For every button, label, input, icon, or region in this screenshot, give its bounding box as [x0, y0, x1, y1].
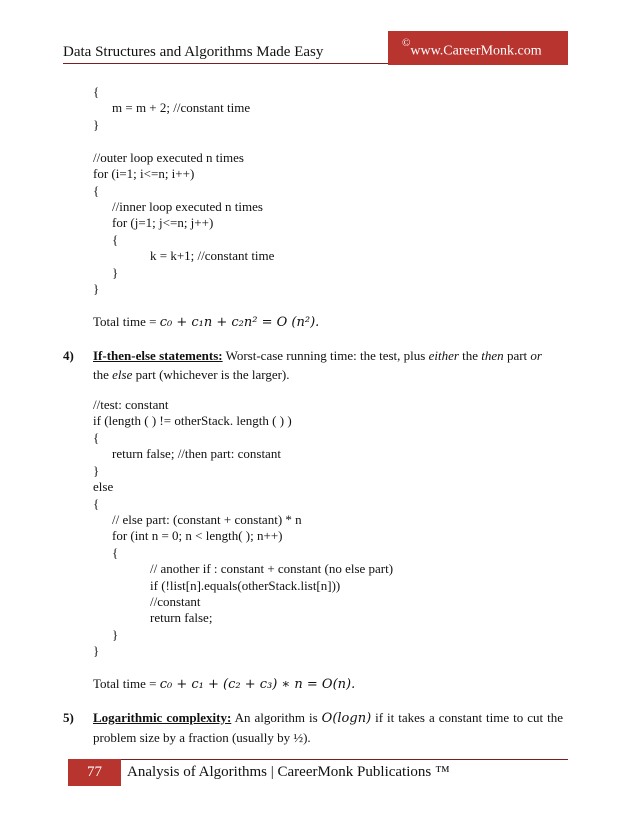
- footer-rule: [121, 759, 568, 760]
- emphasis: then: [481, 348, 504, 363]
- code-line: {: [93, 183, 100, 198]
- emphasis: or: [530, 348, 542, 363]
- code-line: //test: constant: [93, 397, 169, 412]
- code-line: {: [93, 430, 100, 445]
- code-line: // another if : constant + constant (no else part): [150, 561, 394, 576]
- code-line: for (j=1; j<=n; j++): [112, 215, 214, 230]
- total-time-label: Total time =: [93, 314, 160, 329]
- header-rule: [63, 63, 388, 64]
- item-heading: Logarithmic complexity:: [93, 710, 232, 725]
- code-line: return false; //then part: constant: [112, 446, 281, 461]
- code-line: k = k+1; //constant time: [150, 248, 275, 263]
- code-line: // else part: (constant + constant) * n: [112, 512, 302, 527]
- site-badge: [388, 31, 568, 65]
- emphasis: either: [428, 348, 459, 363]
- code-line: }: [93, 117, 100, 132]
- code-line: for (int n = 0; n < length( ); n++): [112, 528, 283, 543]
- book-title: Data Structures and Algorithms Made Easy: [63, 44, 324, 60]
- item-text: part: [503, 348, 531, 363]
- total-time-2: [93, 676, 355, 693]
- code-line: {: [112, 545, 119, 560]
- copyright-symbol: ©: [402, 37, 411, 49]
- code-line: }: [93, 643, 100, 658]
- item-text: the: [458, 348, 482, 363]
- page-number: 77: [68, 759, 121, 786]
- code-line: if (length ( ) != otherStack. length ( ) ): [93, 413, 292, 428]
- big-o-notation: O(logn): [321, 711, 372, 726]
- total-time-label: Total time =: [93, 676, 160, 691]
- code-line: //inner loop executed n times: [112, 199, 263, 214]
- site-link[interactable]: www.CareerMonk.com: [410, 43, 542, 59]
- code-line: m = m + 2; //constant time: [112, 100, 251, 115]
- code-line: else: [93, 479, 114, 494]
- item-text: Worst-case running time: the test, plus: [222, 348, 429, 363]
- code-line: for (i=1; i<=n; i++): [93, 166, 195, 181]
- item-4-paragraph: [93, 346, 563, 384]
- code-line: }: [93, 463, 100, 478]
- footer-text: Analysis of Algorithms | CareerMonk Publications ™: [127, 764, 450, 780]
- code-line: {: [93, 84, 100, 99]
- complexity-formula: c₀ + c₁n + c₂n² = O (n²).: [159, 315, 320, 330]
- code-line: {: [93, 496, 100, 511]
- code-line: }: [93, 281, 100, 296]
- total-time-1: [93, 314, 319, 331]
- item-text: An algorithm is: [231, 710, 322, 725]
- code-line: if (!list[n].equals(otherStack.list[n])): [150, 578, 341, 593]
- item-5-paragraph: [93, 708, 563, 747]
- item-text: the: [93, 367, 113, 382]
- item-number: 4): [63, 348, 74, 363]
- item-heading: If-then-else statements:: [93, 348, 223, 363]
- item-number: 5): [63, 710, 74, 725]
- code-line: }: [112, 627, 119, 642]
- code-line: return false;: [150, 610, 213, 625]
- code-line: //outer loop executed n times: [93, 150, 244, 165]
- code-line: {: [112, 232, 119, 247]
- item-text: part (whichever is the larger).: [132, 367, 290, 382]
- code-line: }: [112, 265, 119, 280]
- item-text: if it takes a constant time to cut the problem size by a fraction (usually by ½).: [93, 710, 563, 745]
- complexity-formula: c₀ + c₁ + (c₂ + c₃) ∗ n = O(n).: [159, 677, 356, 692]
- emphasis: else: [112, 367, 133, 382]
- code-line: //constant: [150, 594, 201, 609]
